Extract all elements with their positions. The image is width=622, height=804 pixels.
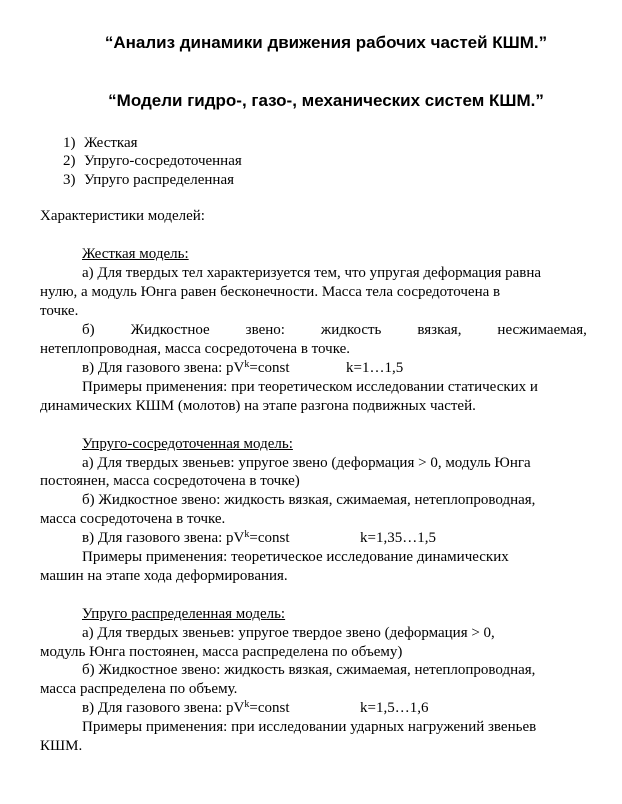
elastic-distributed-solid-text: а) Для твердых звеньев: упругое твердое звено (деформация > 0,	[82, 625, 495, 641]
elastic-lumped-examples-text: машин на этапе хода деформирования.	[40, 568, 288, 584]
rigid-solid-text: а) Для твердых тел характеризуется тем, что упругая деформация равна	[82, 265, 542, 281]
list-item: 3) Упруго распределенная	[63, 172, 235, 188]
elastic-distributed-gas-k-range: k=1,5…1,6	[360, 700, 429, 716]
elastic-distributed-examples-text: Примеры применения: при исследовании ударных нагружений звеньев	[82, 719, 537, 735]
characteristics-heading: Характеристики моделей:	[40, 208, 205, 224]
rigid-liquid-text: б) Жидкостное звено: жидкость вязкая, несжимаемая,	[82, 322, 587, 338]
elastic-lumped-liquid-text: масса сосредоточена в точке.	[40, 511, 226, 527]
elastic-lumped-solid-text: а) Для твердых звеньев: упругое звено (деформация > 0, модуль Юнга	[82, 455, 531, 471]
rigid-examples-text: Примеры применения: при теоретическом исследовании статических и	[82, 379, 538, 395]
rigid-model-heading: Жесткая модель:	[82, 246, 189, 262]
elastic-distributed-heading: Упруго распределенная модель:	[82, 606, 286, 622]
rigid-examples-text: динамических КШМ (молотов) на этапе разгона подвижных частей.	[40, 398, 476, 414]
elastic-distributed-solid-text: модуль Юнга постоянен, масса распределена по объему)	[40, 644, 403, 660]
page-subtitle: “Модели гидро-, газо-, механических систем КШМ.”	[108, 91, 544, 110]
rigid-gas-formula: в) Для газового звена: $pV^k=const$	[82, 359, 290, 376]
list-item: 1) Жесткая	[63, 135, 138, 151]
elastic-lumped-solid-text: постоянен, масса сосредоточена в точке)	[40, 473, 300, 489]
elastic-lumped-examples-text: Примеры применения: теоретическое исследование динамических	[82, 549, 509, 565]
elastic-lumped-gas-formula: в) Для газового звена: $pV^k=const$	[82, 529, 290, 546]
list-item: 2) Упруго-сосредоточенная	[63, 153, 242, 169]
elastic-distributed-gas-formula: в) Для газового звена: $pV^k=const$	[82, 699, 290, 716]
rigid-gas-k-range: k=1…1,5	[346, 360, 404, 376]
page-title: “Анализ динамики движения рабочих частей КШМ.”	[104, 33, 548, 52]
elastic-distributed-liquid-text: б) Жидкостное звено: жидкость вязкая, сжимаемая, нетеплопроводная,	[82, 662, 536, 678]
rigid-liquid-text: нетеплопроводная, масса сосредоточена в точке.	[40, 341, 351, 357]
elastic-lumped-heading: Упруго-сосредоточенная модель:	[82, 436, 293, 452]
rigid-solid-text: нулю, а модуль Юнга равен бесконечности. Масса тела сосредоточена в	[40, 284, 501, 300]
elastic-distributed-examples-text: КШМ.	[40, 738, 83, 754]
elastic-lumped-gas-k-range: k=1,35…1,5	[360, 530, 436, 546]
elastic-lumped-liquid-text: б) Жидкостное звено: жидкость вязкая, сжимаемая, нетеплопроводная,	[82, 492, 536, 508]
rigid-solid-text: точке.	[40, 303, 79, 319]
elastic-distributed-liquid-text: масса распределена по объему.	[40, 681, 238, 697]
